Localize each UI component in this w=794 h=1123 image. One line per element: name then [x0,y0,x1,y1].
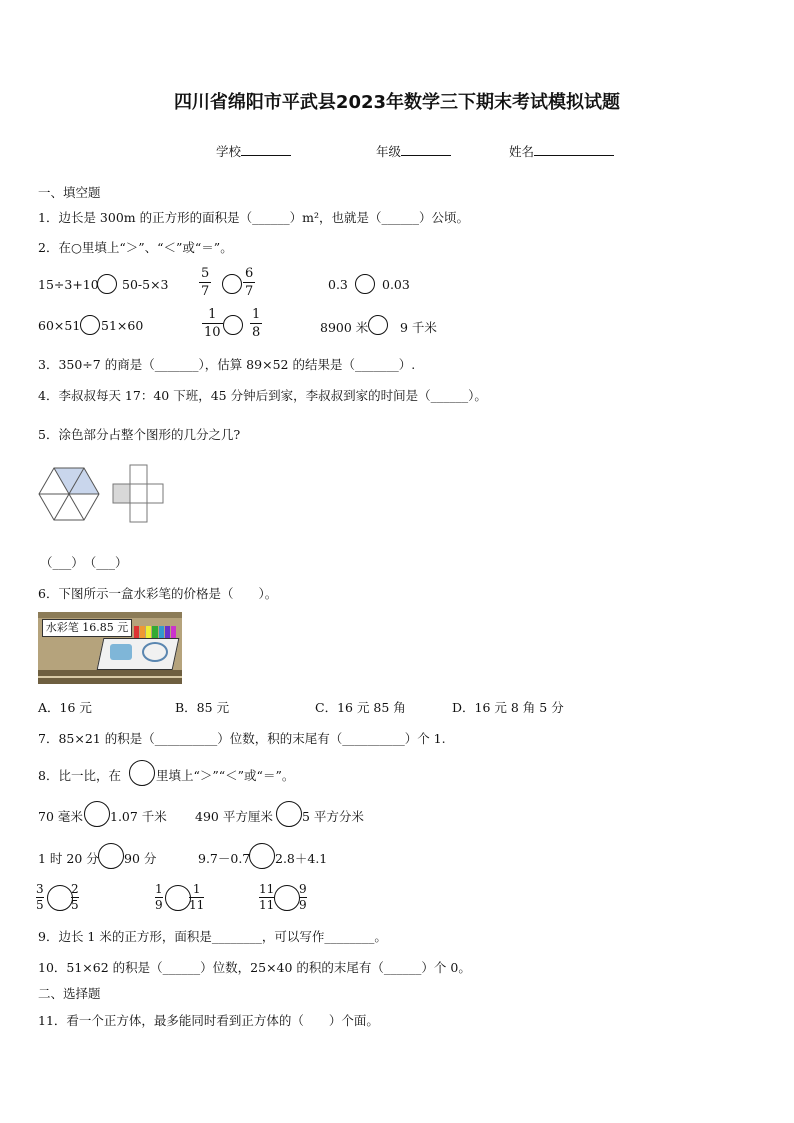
school-field[interactable] [216,141,291,160]
compare-circle[interactable] [249,843,275,869]
question-1: 1．边长是 300m 的正方形的面积是（______）m²，也就是（______）公顷。 [38,210,469,225]
compare-circle[interactable] [80,315,100,335]
compare-circle[interactable] [222,274,242,294]
fraction: 1 8 [252,307,261,340]
section-heading: 二、选择题 [38,986,101,1001]
name-field[interactable] [509,141,614,160]
question-2: 2．在○里填上“＞”、“＜”或“＝”。 [38,240,233,255]
question-5-answers: （___） （___） [40,555,128,570]
q8-expr: 9.7－0.7 [198,851,251,866]
question-10: 10．51×62 的积是（______）位数，25×40 的积的末尾有（______）个 0。 [38,960,471,975]
compare-circle[interactable] [274,885,300,911]
grade-field[interactable] [376,141,451,160]
price-tag: 水彩笔 16.85 元 [42,619,132,637]
question-6: 6．下图所示一盒水彩笔的价格是（ ）。 [38,586,278,601]
q2-expr: 9 千米 [400,320,437,335]
compare-circle[interactable] [84,801,110,827]
school-label: 学校 [216,144,242,159]
fraction: 1 9 [155,882,163,912]
option-b[interactable]: B．85 元 [175,700,230,715]
grade-label: 年级 [376,144,402,159]
fraction: 5 7 [201,266,210,299]
compare-circle[interactable] [276,801,302,827]
q2-expr: 51×60 [101,318,144,333]
q8-expr: 2.8＋4.1 [275,851,328,866]
fraction: 3 5 [36,882,44,912]
q2-expr: 0.3 [328,277,348,292]
q2-expr: 15÷3+10 [38,277,99,292]
question-8-pre: 8．比一比，在 [38,768,121,783]
fraction: 9 9 [299,882,307,912]
pen-box-image [38,612,182,684]
fraction: 6 7 [245,266,254,299]
cross-figure [112,464,164,524]
compare-circle[interactable] [165,885,191,911]
compare-circle[interactable] [98,843,124,869]
compare-circle[interactable] [47,885,73,911]
q8-expr: 1 时 20 分 [38,851,99,866]
question-9: 9．边长 1 米的正方形，面积是________，可以写作________。 [38,929,387,944]
q8-expr: 70 毫米 [38,809,83,824]
question-3: 3．350÷7 的商是（_______），估算 89×52 的结果是（_______）. [38,357,416,372]
hexagon-figure [38,466,100,522]
compare-circle [129,760,155,786]
q2-expr: 50-5×3 [122,277,169,292]
question-11: 11．看一个正方体，最多能同时看到正方体的（ ）个面。 [38,1013,379,1028]
compare-circle[interactable] [97,274,117,294]
compare-circle[interactable] [368,315,388,335]
compare-circle[interactable] [223,315,243,335]
page-title: 四川省绵阳市平武县2023年数学三下期末考试模拟试题 [173,92,621,113]
fraction: 11 11 [259,882,275,912]
question-7: 7．85×21 的积是（__________）位数，积的末尾有（__________）个 1. [38,731,446,746]
fraction: 1 10 [204,307,221,340]
compare-circle[interactable] [355,274,375,294]
q2-expr: 60×51 [38,318,81,333]
question-8-post: 里填上“＞”“＜”或“＝”。 [156,768,295,783]
pens [134,626,176,638]
question-4: 4．李叔叔每天 17：40 下班，45 分钟后到家，李叔叔到家的时间是（______）。 [38,388,487,403]
q8-expr: 90 分 [124,851,157,866]
q2-expr: 0.03 [382,277,410,292]
question-5: 5．涂色部分占整个图形的几分之几? [38,427,241,442]
option-d[interactable]: D．16 元 8 角 5 分 [452,700,564,715]
q8-expr: 5 平方分米 [302,809,364,824]
section-heading: 一、填空题 [38,185,101,200]
fraction: 2 5 [71,882,79,912]
option-c[interactable]: C．16 元 85 角 [315,700,406,715]
q8-expr: 1.07 千米 [110,809,167,824]
fraction: 1 11 [189,882,205,912]
q2-expr: 8900 米 [320,320,369,335]
name-label: 姓名 [509,144,535,159]
option-a[interactable]: A．16 元 [38,700,92,715]
q8-expr: 490 平方厘米 [195,809,273,824]
